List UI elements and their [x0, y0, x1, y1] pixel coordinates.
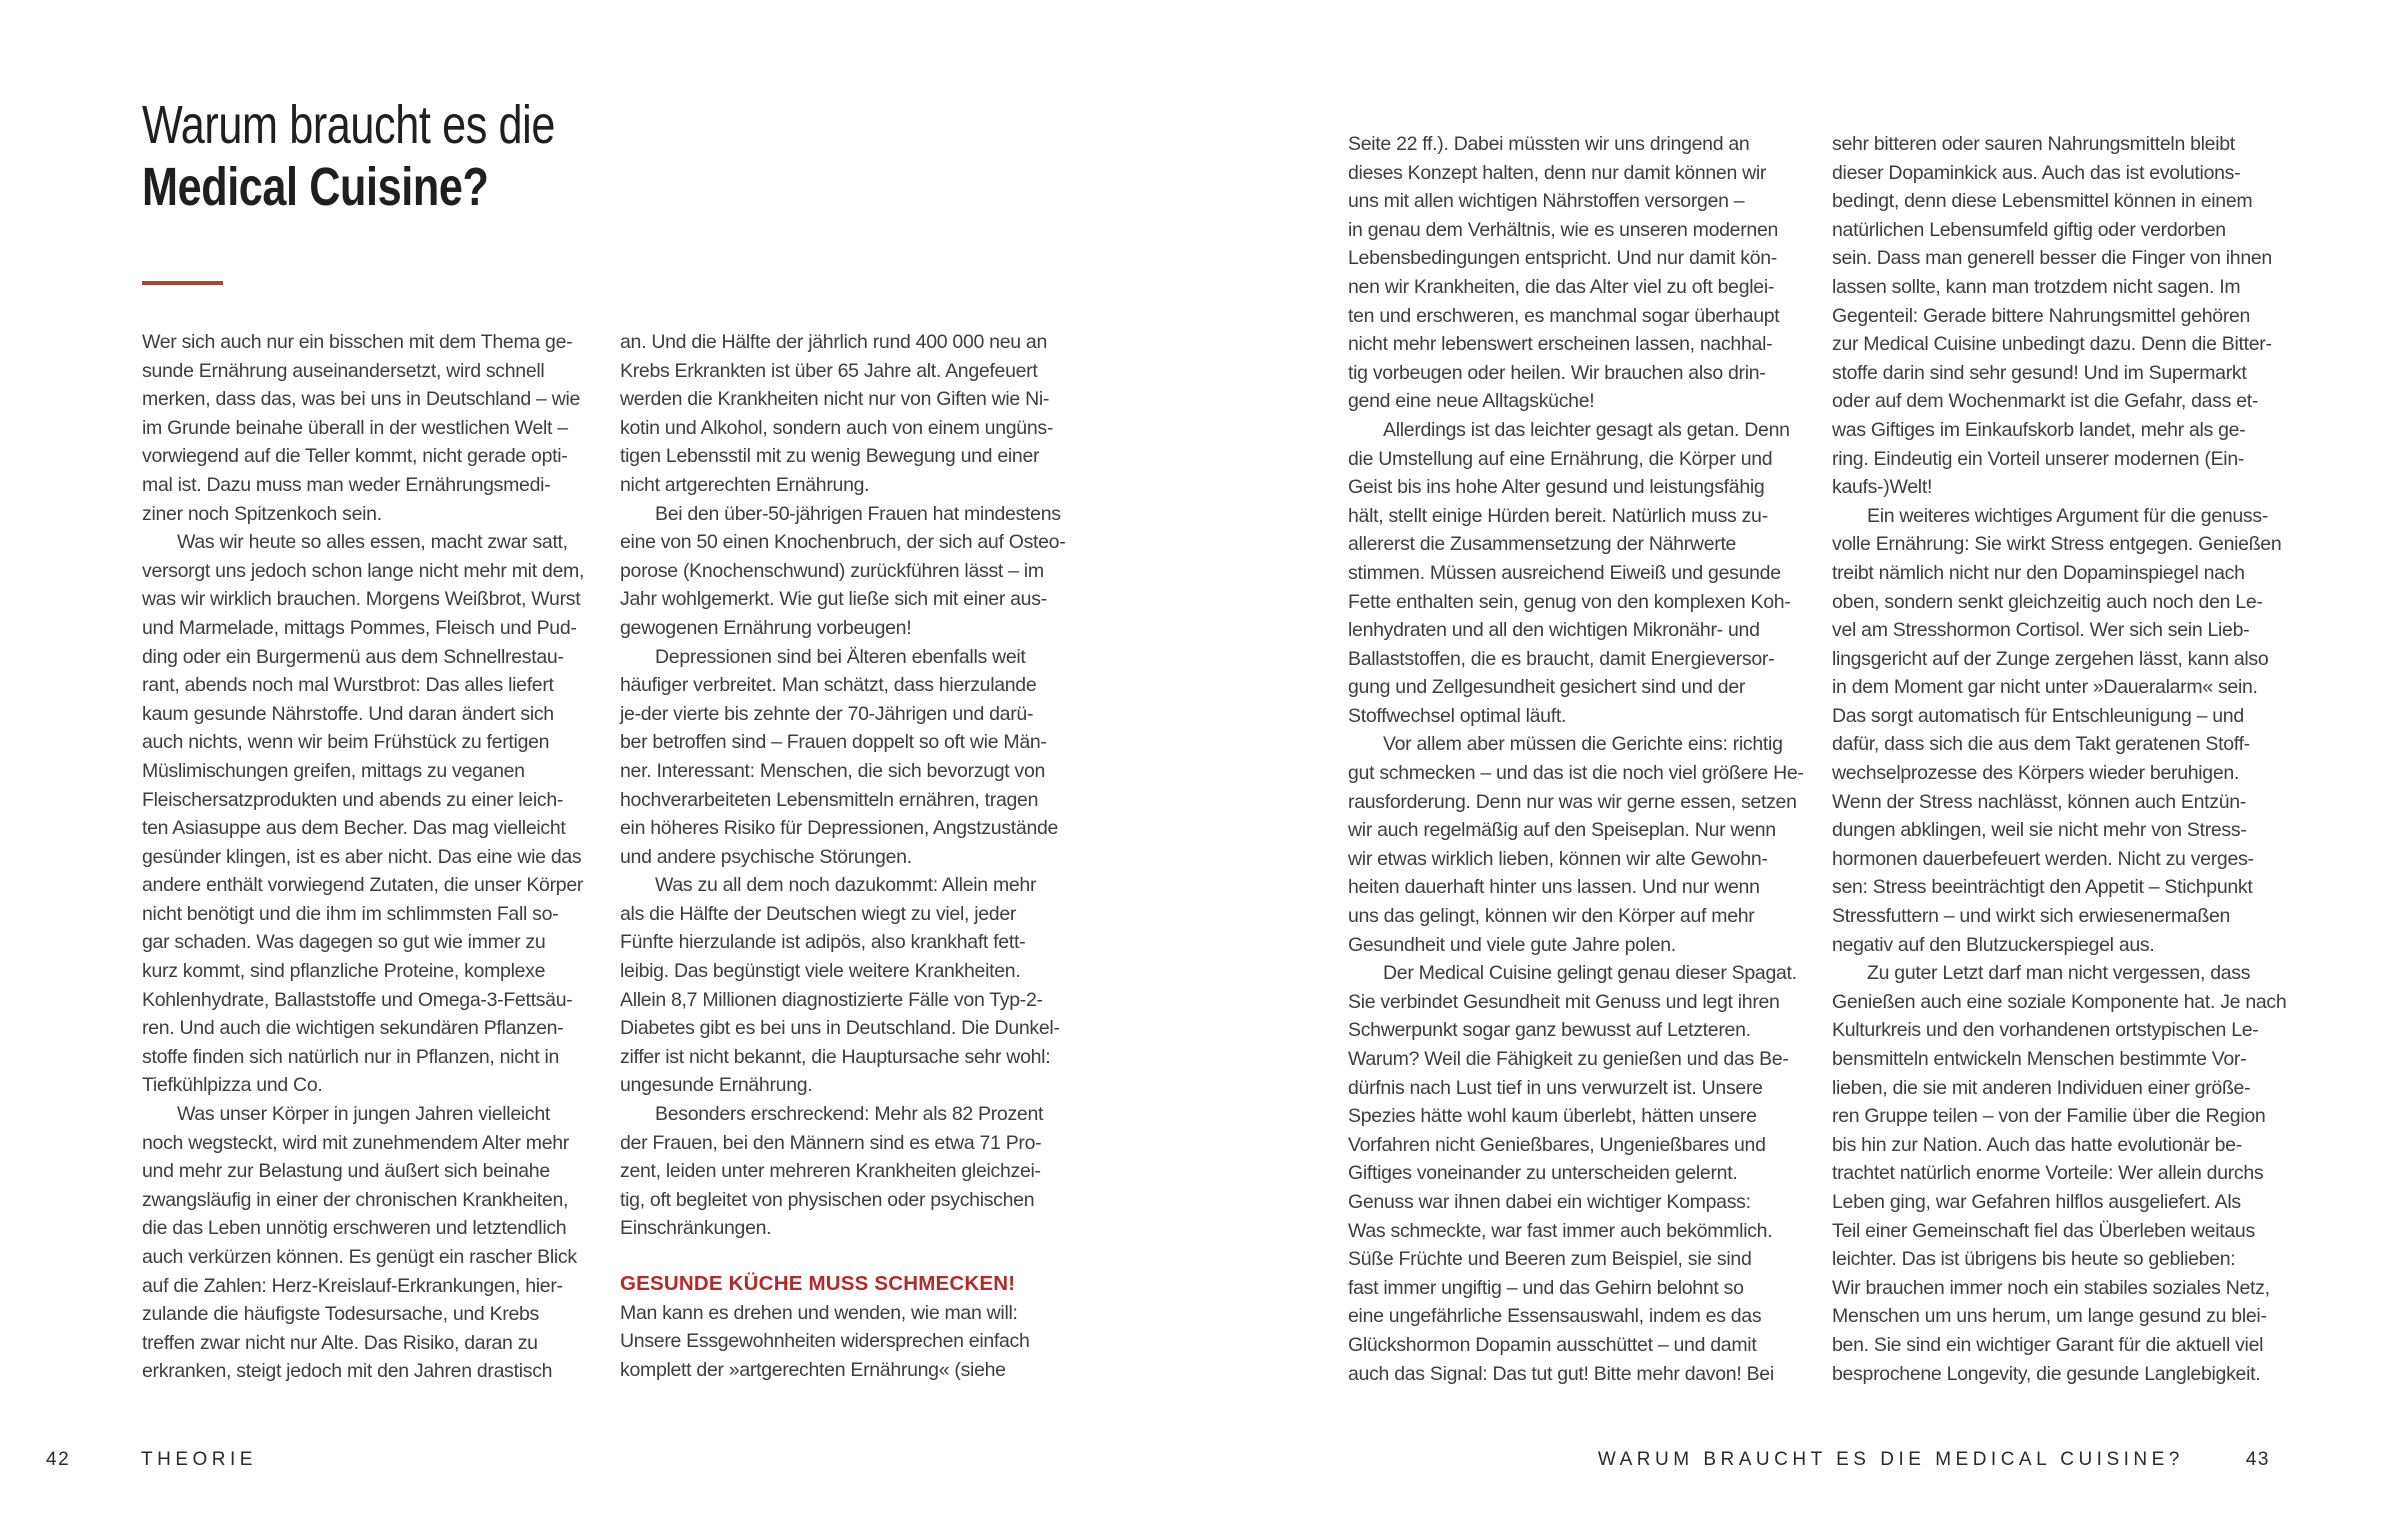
text-line: die das Leben unnötig erschweren und letztendlich	[142, 1217, 567, 1240]
text-line: in dem Moment gar nicht unter »Daueralarm« sein.	[1832, 676, 2258, 699]
right-page-column-2	[1832, 130, 2310, 1388]
text-line: nicht mehr lebenswert erscheinen lassen, nachhal-	[1348, 333, 1773, 356]
text-line: Bei den über-50-jährigen Frauen hat mindestens	[655, 502, 1061, 525]
text-line: tig vorbeugen oder heilen. Wir brauchen also drin-	[1348, 361, 1766, 384]
right-running-head-title: WARUM BRAUCHT ES DIE MEDICAL CUISINE?	[1597, 1449, 2184, 1470]
text-line: lingsgericht auf der Zunge zergehen lässt, kann also	[1832, 647, 2269, 670]
text-line: Vorfahren nicht Genießbares, Ungenießbares und	[1348, 1133, 1766, 1156]
text-line: an. Und die Hälfte der jährlich rund 400 000 neu an	[620, 331, 1048, 353]
text-line: Fünfte hierzulande ist adipös, also krankhaft fett-	[620, 931, 1026, 954]
text-line: was Giftiges im Einkaufskorb landet, mehr als ge-	[1832, 418, 2246, 441]
text-line: Warum? Weil die Fähigkeit zu genießen und das Be-	[1348, 1048, 1789, 1070]
text-line: dafür, dass sich die aus dem Takt geratenen Stoff-	[1832, 733, 2250, 756]
text-line: tigen Lebensstil mit zu wenig Bewegung und einer	[620, 445, 1040, 468]
text-line: nen wir Krankheiten, die das Alter viel zu oft beglei-	[1348, 275, 1775, 298]
left-page-column-2	[620, 328, 1098, 1384]
text-line: merken, dass das, was bei uns in Deutschland – wie	[142, 388, 581, 411]
text-line: Wer sich auch nur ein bisschen mit dem Thema ge-	[142, 331, 573, 353]
right-page-number: 43	[2245, 1449, 2270, 1470]
text-line: Schwerpunkt sogar ganz bewusst auf Letzteren.	[1348, 1019, 1751, 1042]
text-line: andere enthält vorwiegend Zutaten, die unser Körper	[142, 874, 584, 897]
text-line: ring. Eindeutig ein Vorteil unserer modernen (Ein-	[1832, 447, 2245, 470]
text-line: was wir wirklich brauchen. Morgens Weißbrot, Wurst	[142, 588, 581, 611]
text-line: bensmitteln entwickeln Menschen bestimmte Vor-	[1832, 1048, 2247, 1070]
page-title-line-2: Medical Cuisine?	[142, 157, 489, 217]
text-line: porose (Knochenschwund) zurückführen lässt – im	[620, 559, 1044, 582]
text-line: und andere psychische Störungen.	[620, 845, 912, 868]
text-line: dieser Dopaminkick aus. Auch das ist evolutions-	[1832, 161, 2241, 184]
text-line: auf die Zahlen: Herz-Kreislauf-Erkrankungen, hier-	[142, 1274, 563, 1297]
text-line: bis hin zur Nation. Auch das hatte evolutionär be-	[1832, 1133, 2242, 1156]
text-line: Süße Früchte und Beeren zum Beispiel, sie sind	[1348, 1248, 1752, 1271]
text-line: stimmen. Müssen ausreichend Eiweiß und gesunde	[1348, 561, 1781, 584]
text-line: dungen abklingen, weil sie nicht mehr von Stress-	[1832, 819, 2247, 842]
text-line: leibig. Das begünstigt viele weitere Krankheiten.	[620, 960, 1021, 983]
text-line: ner. Interessant: Menschen, die sich bevorzugt von	[620, 759, 1046, 782]
text-line: heiten dauerhaft hinter uns lassen. Und nur wenn	[1348, 876, 1760, 899]
text-line: Was zu all dem noch dazukommt: Allein mehr	[655, 874, 1037, 897]
text-line: gut schmecken – und das ist die noch viel größere He-	[1348, 762, 1804, 785]
text-line: eine ungefährliche Essensauswahl, indem es das	[1348, 1305, 1762, 1328]
text-line: auch nichts, wenn wir beim Frühstück zu fertigen	[142, 731, 550, 754]
text-line: wir etwas wirklich lieben, können wir alte Gewohn-	[1348, 847, 1768, 870]
text-line: ren. Und auch die wichtigen sekundären Pflanzen-	[142, 1017, 564, 1040]
text-line: wechselprozesse des Körpers wieder beruhigen.	[1832, 762, 2240, 785]
text-line: hochverarbeiteten Lebensmitteln ernähren, tragen	[620, 788, 1039, 811]
text-line: werden die Krankheiten nicht nur von Giften wie Ni-	[620, 388, 1050, 411]
left-page-column-1	[142, 328, 620, 1386]
text-line: vel am Stresshormon Cortisol. Wer sich sein Lieb-	[1832, 619, 2250, 642]
text-line: Depressionen sind bei Älteren ebenfalls weit	[655, 645, 1026, 668]
text-line: Fette enthalten sein, genug von den komplexen Koh-	[1348, 590, 1791, 613]
text-line: Genuss war ihnen dabei ein wichtiger Kompass:	[1348, 1190, 1751, 1213]
text-line: Menschen um uns herum, um lange gesund zu blei-	[1832, 1305, 2267, 1328]
text-line: mal ist. Dazu muss man weder Ernährungsmedi-	[142, 473, 551, 496]
text-line: Allein 8,7 Millionen diagnostizierte Fälle von Typ-2-	[620, 988, 1043, 1011]
text-line: oder auf dem Wochenmarkt ist die Gefahr, dass et-	[1832, 390, 2259, 413]
text-line: Lebensbedingungen entspricht. Und nur damit kön-	[1348, 247, 1777, 270]
text-line: gesünder klingen, ist es aber nicht. Das eine wie das	[142, 845, 582, 868]
text-line: treffen zwar nicht nur Alte. Das Risiko, daran zu	[142, 1331, 538, 1354]
text-line: Fleischersatzprodukten und abends zu einer leich-	[142, 788, 564, 811]
text-line: sehr bitteren oder sauren Nahrungsmitteln bleibt	[1832, 133, 2235, 155]
text-line: ziner noch Spitzenkoch sein.	[142, 502, 382, 525]
text-line: häufiger verbreitet. Man schätzt, dass hierzulande	[620, 674, 1037, 697]
text-line: tig, oft begleitet von physischen oder psychischen	[620, 1188, 1035, 1211]
text-line: Was wir heute so alles essen, macht zwar satt,	[177, 531, 568, 554]
text-line: gewogenen Ernährung vorbeugen!	[620, 616, 912, 639]
text-line: sein. Dass man generell besser die Finger von ihnen	[1832, 247, 2272, 270]
text-line: Zu guter Letzt darf man nicht vergessen, dass	[1867, 962, 2251, 985]
text-line: Vor allem aber müssen die Gerichte eins: richtig	[1383, 733, 1783, 756]
text-line: lenhydraten und all den wichtigen Mikronähr- und	[1348, 619, 1760, 642]
text-line: kotin und Alkohol, sondern auch von einem ungüns-	[620, 416, 1054, 439]
text-line: volle Ernährung: Sie wirkt Stress entgegen. Genießen	[1832, 533, 2282, 556]
text-line: die Umstellung auf eine Ernährung, die Körper und	[1348, 447, 1773, 470]
text-line: ten Asiasuppe aus dem Becher. Das mag vielleicht	[142, 817, 566, 840]
text-line: komplett der »artgerechten Ernährung« (siehe	[620, 1358, 1006, 1381]
text-line: bedingt, denn diese Lebensmittel können in einem	[1832, 190, 2253, 213]
text-line: negativ auf den Blutzuckerspiegel aus.	[1832, 933, 2155, 956]
text-line: hält, stellt einige Hürden bereit. Natürlich muss zu-	[1348, 504, 1768, 527]
text-line: Wenn der Stress nachlässt, können auch Entzün-	[1832, 790, 2247, 813]
text-line: ein höheres Risiko für Depressionen, Angstzustände	[620, 817, 1059, 840]
text-line: Kohlenhydrate, Ballaststoffe und Omega-3-Fettsäu-	[142, 988, 573, 1011]
text-line: Was unser Körper in jungen Jahren vielleicht	[177, 1103, 551, 1126]
text-line: kurz kommt, sind pflanzliche Proteine, komplexe	[142, 960, 546, 983]
text-line: Krebs Erkrankten ist über 65 Jahre alt. Angefeuert	[620, 359, 1038, 382]
text-line: Ballaststoffen, die es braucht, damit Energieversor-	[1348, 647, 1775, 670]
text-line: kaum gesunde Nährstoffe. Und daran ändert sich	[142, 702, 554, 725]
text-line: Jahr wohlgemerkt. Wie gut ließe sich mit einer aus-	[620, 588, 1047, 611]
section-heading: GESUNDE KÜCHE MUSS SCHMECKEN!	[620, 1272, 1016, 1295]
text-line: uns das gelingt, können wir den Körper auf mehr	[1348, 905, 1755, 928]
text-line: treibt nämlich nicht nur den Dopaminspiegel nach	[1832, 561, 2245, 584]
text-line: dieses Konzept halten, denn nur damit können wir	[1348, 161, 1767, 184]
text-line: auch das Signal: Das tut gut! Bitte mehr davon! Bei	[1348, 1362, 1774, 1385]
text-line: ding oder ein Burgermenü aus dem Schnellrestau-	[142, 645, 564, 668]
text-line: vorwiegend auf die Teller kommt, nicht gerade opti-	[142, 445, 568, 468]
text-line: leichter. Das ist übrigens bis heute so geblieben:	[1832, 1248, 2236, 1271]
text-line: trachtet natürlich enorme Vorteile: Wer allein durchs	[1832, 1162, 2264, 1185]
text-line: ren Gruppe teilen – von der Familie über die Region	[1832, 1105, 2266, 1128]
text-line: je-der vierte bis zehnte der 70-Jährigen und darü-	[620, 702, 1034, 725]
text-line: und mehr zur Belastung und äußert sich beinahe	[142, 1160, 550, 1183]
text-line: zent, leiden unter mehreren Krankheiten gleichzei-	[620, 1160, 1041, 1183]
text-line: Ein weiteres wichtiges Argument für die genuss-	[1867, 504, 2269, 527]
text-line: wir auch regelmäßig auf den Speiseplan. Nur wenn	[1348, 819, 1776, 842]
text-line: Geist bis ins hohe Alter gesund und leistungsfähig	[1348, 476, 1765, 499]
text-line: rant, abends noch mal Wurstbrot: Das alles liefert	[142, 674, 554, 697]
text-line: Unsere Essgewohnheiten widersprechen einfach	[620, 1330, 1030, 1353]
left-running-head-section: THEORIE	[141, 1449, 257, 1470]
text-line: Allerdings ist das leichter gesagt als getan. Denn	[1383, 418, 1790, 441]
text-line: Glückshormon Dopamin ausschüttet – und damit	[1348, 1333, 1757, 1356]
text-line: Der Medical Cuisine gelingt genau dieser Spagat.	[1383, 962, 1797, 985]
text-line: Gegenteil: Gerade bittere Nahrungsmittel gehören	[1832, 304, 2251, 327]
text-line: allererst die Zusammensetzung der Nährwerte	[1348, 533, 1737, 556]
text-line: gar schaden. Was dagegen so gut wie immer zu	[142, 931, 546, 954]
text-line: natürlichen Lebensumfeld giftig oder verdorben	[1832, 218, 2226, 241]
text-line: fast immer ungiftig – und das Gehirn belohnt so	[1348, 1276, 1744, 1299]
text-line: erkranken, steigt jedoch mit den Jahren drastisch	[142, 1360, 553, 1383]
text-line: auch verkürzen können. Es genügt ein rascher Blick	[142, 1246, 577, 1268]
text-line: Seite 22 ff.). Dabei müssten wir uns dringend an	[1348, 133, 1750, 155]
text-line: uns mit allen wichtigen Nährstoffen versorgen –	[1348, 190, 1745, 213]
text-line: kaufs-)Welt!	[1832, 476, 1933, 499]
text-line: Genießen auch eine soziale Komponente hat. Je nach	[1832, 990, 2287, 1013]
text-line: Wir brauchen immer noch ein stabiles soziales Netz,	[1832, 1276, 2270, 1299]
right-page-footer	[1598, 1449, 2270, 1471]
text-line: Teil einer Gemeinschaft fiel das Überleben weitaus	[1832, 1219, 2255, 1242]
text-line: Diabetes gibt es bei uns in Deutschland. Die Dunkel-	[620, 1017, 1060, 1040]
text-line: Sie verbindet Gesundheit mit Genuss und legt ihren	[1348, 990, 1780, 1013]
right-page-column-1	[1348, 130, 1826, 1388]
text-line: ber betroffen sind – Frauen doppelt so oft wie Män-	[620, 731, 1047, 754]
text-line: gend eine neue Alltagsküche!	[1348, 390, 1595, 413]
text-line: und Marmelade, mittags Pommes, Fleisch und Pud-	[142, 616, 577, 639]
text-line: stoffe finden sich natürlich nur in Pflanzen, nicht in	[142, 1045, 560, 1068]
text-line: lassen sollte, kann man trotzdem nicht sagen. Im	[1832, 275, 2241, 298]
text-line: in genau dem Verhältnis, wie es unseren modernen	[1348, 218, 1779, 241]
text-line: versorgt uns jedoch schon lange nicht mehr mit dem,	[142, 559, 585, 582]
text-line: sen: Stress beeinträchtigt den Appetit – Stichpunkt	[1832, 876, 2253, 899]
text-line: Leben ging, war Gefahren hilflos ausgeliefert. Als	[1832, 1190, 2241, 1213]
text-line: im Grunde beinahe überall in der westlichen Welt –	[142, 416, 568, 439]
text-line: Stoffwechsel optimal läuft.	[1348, 704, 1567, 727]
text-line: ungesunde Ernährung.	[620, 1074, 813, 1097]
text-line: Einschränkungen.	[620, 1217, 772, 1240]
text-line: Stressfuttern – und wirkt sich erwiesenermaßen	[1832, 905, 2231, 928]
text-line: eine von 50 einen Knochenbruch, der sich auf Osteo-	[620, 531, 1066, 554]
text-line: Besonders erschreckend: Mehr als 82 Prozent	[655, 1103, 1044, 1126]
text-line: stoffe darin sind sehr gesund! Und im Supermarkt	[1832, 361, 2247, 384]
text-line: Was schmeckte, war fast immer auch bekömmlich.	[1348, 1219, 1773, 1242]
text-line: Spezies hätte wohl kaum überlebt, hätten unsere	[1348, 1105, 1757, 1128]
text-line: Tiefkühlpizza und Co.	[142, 1074, 323, 1097]
text-line: ten und erschweren, es manchmal sogar überhaupt	[1348, 304, 1780, 327]
text-line: Giftiges voneinander zu unterscheiden gelernt.	[1348, 1162, 1738, 1185]
text-line: zulande die häufigste Todesursache, und Krebs	[142, 1303, 540, 1326]
text-line: lieben, die sie mit anderen Individuen einer größe-	[1832, 1076, 2251, 1099]
page-title-line-1: Warum braucht es die	[142, 95, 555, 155]
text-line: zwangsläufig in einer der chronischen Krankheiten,	[142, 1188, 569, 1211]
text-line: zur Medical Cuisine unbedingt dazu. Denn die Bitter-	[1832, 333, 2272, 356]
text-line: Müslimischungen greifen, mittags zu veganen	[142, 759, 525, 782]
text-line: als die Hälfte der Deutschen wiegt zu viel, jeder	[620, 902, 1017, 925]
text-line: oben, sondern senkt gleichzeitig auch noch den Le-	[1832, 590, 2263, 613]
text-line: dürfnis nach Lust tief in uns verwurzelt ist. Unsere	[1348, 1076, 1763, 1099]
page-title	[142, 94, 555, 218]
text-line: hormonen dauerbefeuert werden. Nicht zu verges-	[1832, 847, 2254, 870]
text-line: nicht benötigt und die ihm im schlimmsten Fall so-	[142, 902, 559, 925]
text-line: rausforderung. Denn nur was wir gerne essen, setzen	[1348, 790, 1797, 813]
left-page-number: 42	[46, 1449, 71, 1470]
text-line: gung und Zellgesundheit gesichert sind und der	[1348, 676, 1746, 699]
text-line: ben. Sie sind ein wichtiger Garant für die aktuell viel	[1832, 1333, 2264, 1356]
text-line: der Frauen, bei den Männern sind es etwa 71 Pro-	[620, 1131, 1042, 1154]
text-line: sunde Ernährung auseinandersetzt, wird schnell	[142, 359, 545, 382]
text-line: nicht artgerechten Ernährung.	[620, 473, 870, 496]
text-line: ziffer ist nicht bekannt, die Hauptursache sehr wohl:	[620, 1045, 1051, 1068]
title-rule-accent	[142, 281, 223, 285]
text-line: Das sorgt automatisch für Entschleunigung – und	[1832, 704, 2244, 727]
text-line: besprochene Longevity, die gesunde Langlebigkeit.	[1832, 1362, 2261, 1385]
text-line: Man kann es drehen und wenden, wie man will:	[620, 1301, 1018, 1324]
text-line: noch wegsteckt, wird mit zunehmendem Alter mehr	[142, 1131, 570, 1154]
text-line: Gesundheit und viele gute Jahre polen.	[1348, 933, 1676, 956]
text-line: Kulturkreis und den vorhandenen ortstypischen Le-	[1832, 1019, 2259, 1042]
